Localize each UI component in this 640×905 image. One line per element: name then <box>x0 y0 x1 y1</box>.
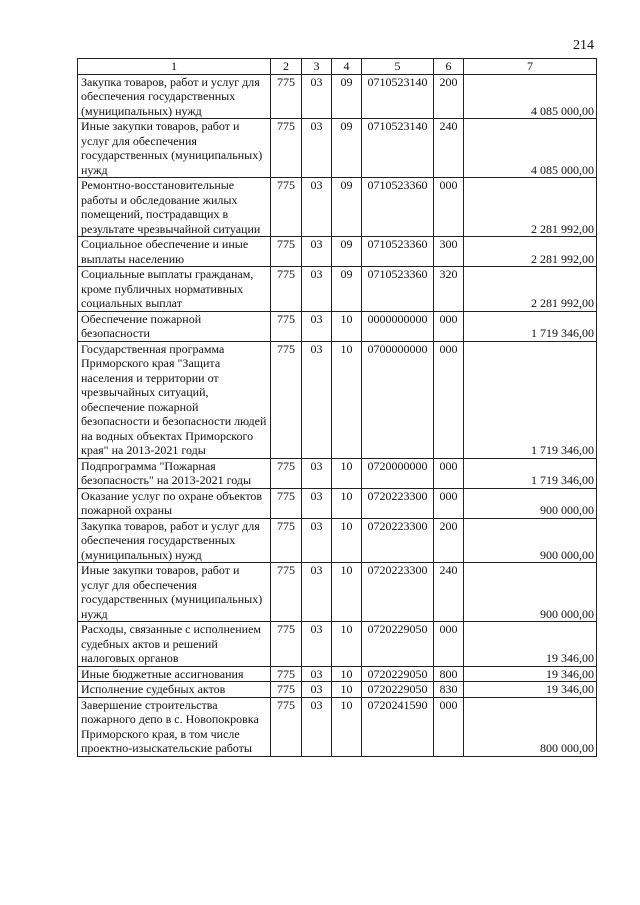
admin-code-cell: 775 <box>271 267 302 312</box>
row-name-cell: Подпрограмма "Пожарная безопасность" на 2013-2021 годы <box>78 458 271 488</box>
subsection-code-cell: 10 <box>332 488 362 518</box>
table-row <box>78 267 597 312</box>
section-code-cell: 03 <box>302 119 332 178</box>
expense-type-cell: 200 <box>434 518 464 563</box>
expense-type-cell: 240 <box>434 119 464 178</box>
subsection-code-cell: 10 <box>332 682 362 698</box>
amount-cell: 2 281 992,00 <box>464 267 597 312</box>
amount-cell: 19 346,00 <box>464 666 597 682</box>
table-row <box>78 74 597 119</box>
target-article-cell: 0720223300 <box>362 488 434 518</box>
amount-cell: 900 000,00 <box>464 563 597 622</box>
amount-cell: 800 000,00 <box>464 697 597 756</box>
subsection-code-cell: 09 <box>332 74 362 119</box>
subsection-code-cell: 10 <box>332 666 362 682</box>
amount-cell: 1 719 346,00 <box>464 311 597 341</box>
amount-cell: 900 000,00 <box>464 488 597 518</box>
row-name-cell: Иные закупки товаров, работ и услуг для обеспечения государственных (муниципальных) нужд <box>78 563 271 622</box>
column-header: 5 <box>362 59 434 75</box>
subsection-code-cell: 10 <box>332 622 362 667</box>
page-number: 214 <box>573 38 594 53</box>
subsection-code-cell: 09 <box>332 267 362 312</box>
admin-code-cell: 775 <box>271 682 302 698</box>
target-article-cell: 0710523140 <box>362 74 434 119</box>
admin-code-cell: 775 <box>271 311 302 341</box>
admin-code-cell: 775 <box>271 518 302 563</box>
table-row <box>78 178 597 237</box>
section-code-cell: 03 <box>302 622 332 667</box>
section-code-cell: 03 <box>302 267 332 312</box>
table-row <box>78 237 597 267</box>
target-article-cell: 0720223300 <box>362 518 434 563</box>
section-code-cell: 03 <box>302 518 332 563</box>
column-header: 1 <box>78 59 271 75</box>
admin-code-cell: 775 <box>271 488 302 518</box>
subsection-code-cell: 10 <box>332 341 362 458</box>
table-row <box>78 666 597 682</box>
column-header: 4 <box>332 59 362 75</box>
expense-type-cell: 320 <box>434 267 464 312</box>
section-code-cell: 03 <box>302 341 332 458</box>
admin-code-cell: 775 <box>271 697 302 756</box>
admin-code-cell: 775 <box>271 563 302 622</box>
amount-cell: 4 085 000,00 <box>464 119 597 178</box>
row-name-cell: Исполнение судебных актов <box>78 682 271 698</box>
section-code-cell: 03 <box>302 458 332 488</box>
target-article-cell: 0720229050 <box>362 622 434 667</box>
target-article-cell: 0720229050 <box>362 666 434 682</box>
table-row <box>78 119 597 178</box>
table-header-row <box>78 59 597 75</box>
column-header: 3 <box>302 59 332 75</box>
amount-cell: 4 085 000,00 <box>464 74 597 119</box>
admin-code-cell: 775 <box>271 74 302 119</box>
target-article-cell: 0710523140 <box>362 119 434 178</box>
section-code-cell: 03 <box>302 311 332 341</box>
admin-code-cell: 775 <box>271 622 302 667</box>
expense-type-cell: 000 <box>434 697 464 756</box>
expense-type-cell: 000 <box>434 178 464 237</box>
section-code-cell: 03 <box>302 74 332 119</box>
subsection-code-cell: 09 <box>332 237 362 267</box>
amount-cell: 1 719 346,00 <box>464 458 597 488</box>
row-name-cell: Закупка товаров, работ и услуг для обеспечения государственных (муниципальных) нужд <box>78 74 271 119</box>
admin-code-cell: 775 <box>271 178 302 237</box>
section-code-cell: 03 <box>302 563 332 622</box>
subsection-code-cell: 09 <box>332 119 362 178</box>
section-code-cell: 03 <box>302 237 332 267</box>
row-name-cell: Обеспечение пожарной безопасности <box>78 311 271 341</box>
subsection-code-cell: 10 <box>332 697 362 756</box>
row-name-cell: Иные закупки товаров, работ и услуг для обеспечения государственных (муниципальных) нужд <box>78 119 271 178</box>
subsection-code-cell: 09 <box>332 178 362 237</box>
section-code-cell: 03 <box>302 666 332 682</box>
expense-type-cell: 000 <box>434 311 464 341</box>
amount-cell: 19 346,00 <box>464 622 597 667</box>
row-name-cell: Иные бюджетные ассигнования <box>78 666 271 682</box>
expense-type-cell: 000 <box>434 622 464 667</box>
target-article-cell: 0000000000 <box>362 311 434 341</box>
table-row <box>78 697 597 756</box>
target-article-cell: 0720229050 <box>362 682 434 698</box>
subsection-code-cell: 10 <box>332 458 362 488</box>
column-header: 2 <box>271 59 302 75</box>
target-article-cell: 0710523360 <box>362 267 434 312</box>
row-name-cell: Социальные выплаты гражданам, кроме публичных нормативных социальных выплат <box>78 267 271 312</box>
section-code-cell: 03 <box>302 488 332 518</box>
table-row <box>78 622 597 667</box>
expense-type-cell: 240 <box>434 563 464 622</box>
target-article-cell: 0720241590 <box>362 697 434 756</box>
table-row <box>78 341 597 458</box>
target-article-cell: 0720000000 <box>362 458 434 488</box>
table-row <box>78 563 597 622</box>
target-article-cell: 0720223300 <box>362 563 434 622</box>
subsection-code-cell: 10 <box>332 563 362 622</box>
admin-code-cell: 775 <box>271 666 302 682</box>
expense-type-cell: 200 <box>434 74 464 119</box>
subsection-code-cell: 10 <box>332 518 362 563</box>
target-article-cell: 0710523360 <box>362 237 434 267</box>
subsection-code-cell: 10 <box>332 311 362 341</box>
amount-cell: 2 281 992,00 <box>464 237 597 267</box>
admin-code-cell: 775 <box>271 237 302 267</box>
section-code-cell: 03 <box>302 682 332 698</box>
admin-code-cell: 775 <box>271 458 302 488</box>
row-name-cell: Ремонтно-восстановительные работы и обследование жилых помещений, пострадавщих в результате чрезвычайной ситуации <box>78 178 271 237</box>
row-name-cell: Закупка товаров, работ и услуг для обеспечения государственных (муниципальных) нужд <box>78 518 271 563</box>
amount-cell: 19 346,00 <box>464 682 597 698</box>
section-code-cell: 03 <box>302 697 332 756</box>
row-name-cell: Государственная программа Приморского края "Защита населения и территории от чрезвычайных ситуаций, обеспечение пожарной безопасности и безопасности людей на водных объектах Приморского края" на 2013-2021 годы <box>78 341 271 458</box>
column-header: 7 <box>464 59 597 75</box>
amount-cell: 900 000,00 <box>464 518 597 563</box>
table-row <box>78 682 597 698</box>
section-code-cell: 03 <box>302 178 332 237</box>
expense-type-cell: 000 <box>434 488 464 518</box>
budget-table <box>77 58 597 757</box>
table-row <box>78 518 597 563</box>
target-article-cell: 0700000000 <box>362 341 434 458</box>
row-name-cell: Расходы, связанные с исполнением судебных актов и решений налоговых органов <box>78 622 271 667</box>
admin-code-cell: 775 <box>271 119 302 178</box>
expense-type-cell: 300 <box>434 237 464 267</box>
target-article-cell: 0710523360 <box>362 178 434 237</box>
column-header: 6 <box>434 59 464 75</box>
table-row <box>78 458 597 488</box>
table-row <box>78 488 597 518</box>
amount-cell: 2 281 992,00 <box>464 178 597 237</box>
expense-type-cell: 830 <box>434 682 464 698</box>
admin-code-cell: 775 <box>271 341 302 458</box>
expense-type-cell: 000 <box>434 458 464 488</box>
row-name-cell: Оказание услуг по охране объектов пожарной охраны <box>78 488 271 518</box>
amount-cell: 1 719 346,00 <box>464 341 597 458</box>
expense-type-cell: 800 <box>434 666 464 682</box>
row-name-cell: Завершение строительства пожарного депо в с. Новопокровка Приморского края, в том числе проектно-изыскательские работы <box>78 697 271 756</box>
expense-type-cell: 000 <box>434 341 464 458</box>
row-name-cell: Социальное обеспечение и иные выплаты населению <box>78 237 271 267</box>
table-row <box>78 311 597 341</box>
